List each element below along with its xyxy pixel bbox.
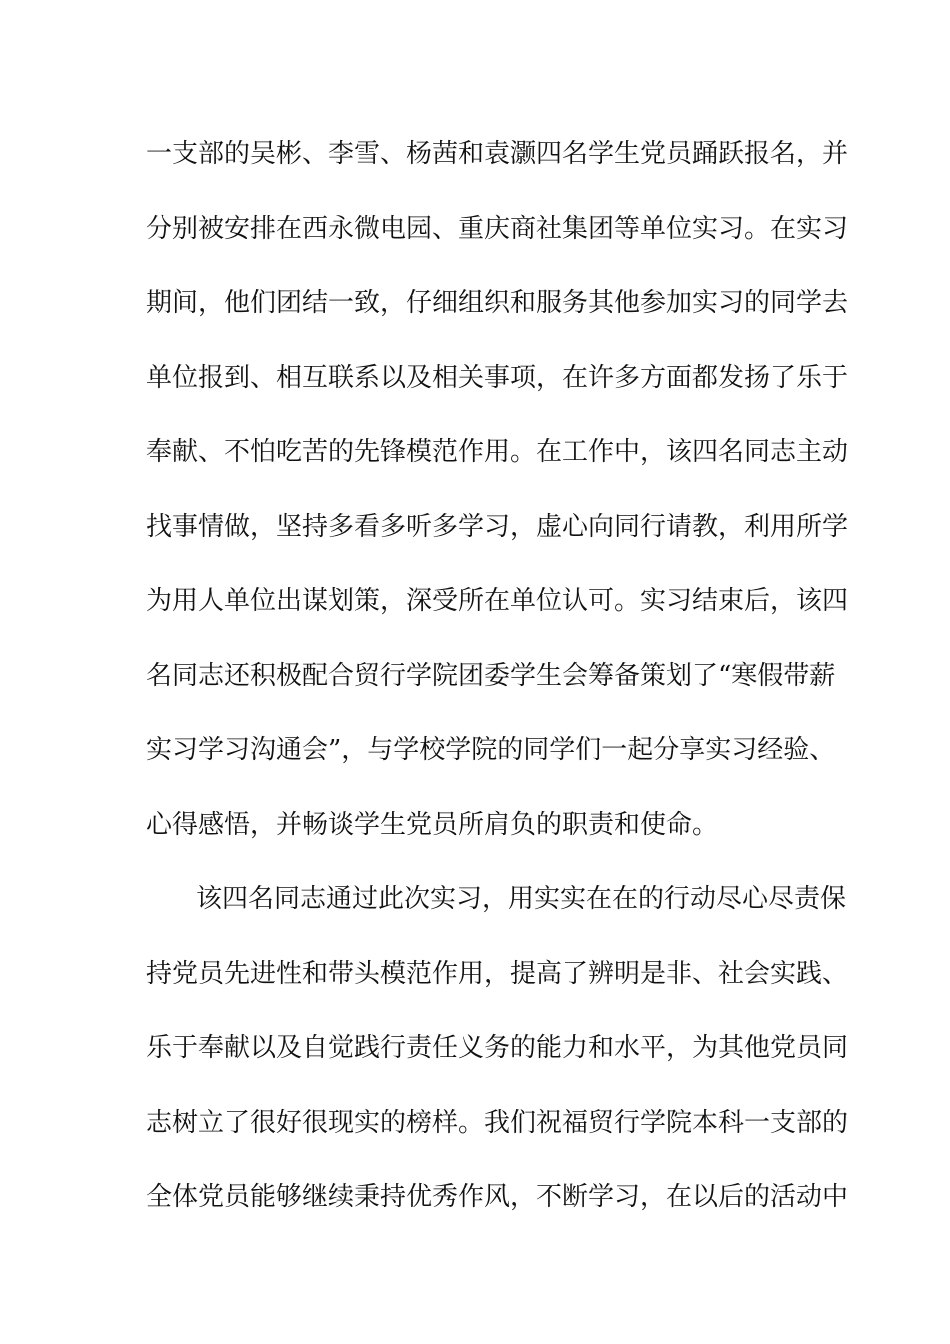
- body-text: [146, 132, 849, 1250]
- text-line: 单位报到、相互联系以及相关事项，在许多方面都发扬了乐于: [146, 362, 849, 393]
- text-line: 找事情做，坚持多看多听多学习，虚心向同行请教，利用所学: [146, 511, 849, 542]
- text-line: 为用人单位出谋划策，深受所在单位认可。实习结束后，该四: [146, 586, 849, 616]
- text-line: 志树立了很好很现实的榜样。我们祝福贸行学院本科一支部的: [146, 1107, 849, 1138]
- text-line: 该四名同志通过此次实习，用实实在在的行动尽心尽责保: [196, 884, 847, 914]
- text-line: 实习学习沟通会”，与学校学院的同学们一起分享实习经验、: [146, 735, 836, 765]
- paragraph-1: [146, 132, 849, 877]
- text-line: 奉献、不怕吃苦的先锋模范作用。在工作中，该四名同志主动: [146, 437, 849, 467]
- text-line: 期间，他们团结一致，仔细组织和服务其他参加实习的同学去: [146, 288, 849, 318]
- text-line: 持党员先进性和带头模范作用，提高了辨明是非、社会实践、: [146, 958, 849, 989]
- paragraph-2: [146, 877, 849, 1250]
- text-line: 分别被安排在西永微电园、重庆商社集团等单位实习。在实习: [146, 213, 849, 244]
- text-line: 全体党员能够继续秉持优秀作风，不断学习，在以后的活动中: [146, 1182, 849, 1212]
- text-line: 名同志还积极配合贸行学院团委学生会筹备策划了“寒假带薪: [146, 660, 836, 691]
- text-line: 乐于奉献以及自觉践行责任义务的能力和水平，为其他党员同: [146, 1033, 849, 1063]
- text-line: 心得感悟，并畅谈学生党员所肩负的职责和使命。: [146, 809, 719, 840]
- text-line: 一支部的吴彬、李雪、杨茜和袁灏四名学生党员踊跃报名，并: [146, 139, 849, 169]
